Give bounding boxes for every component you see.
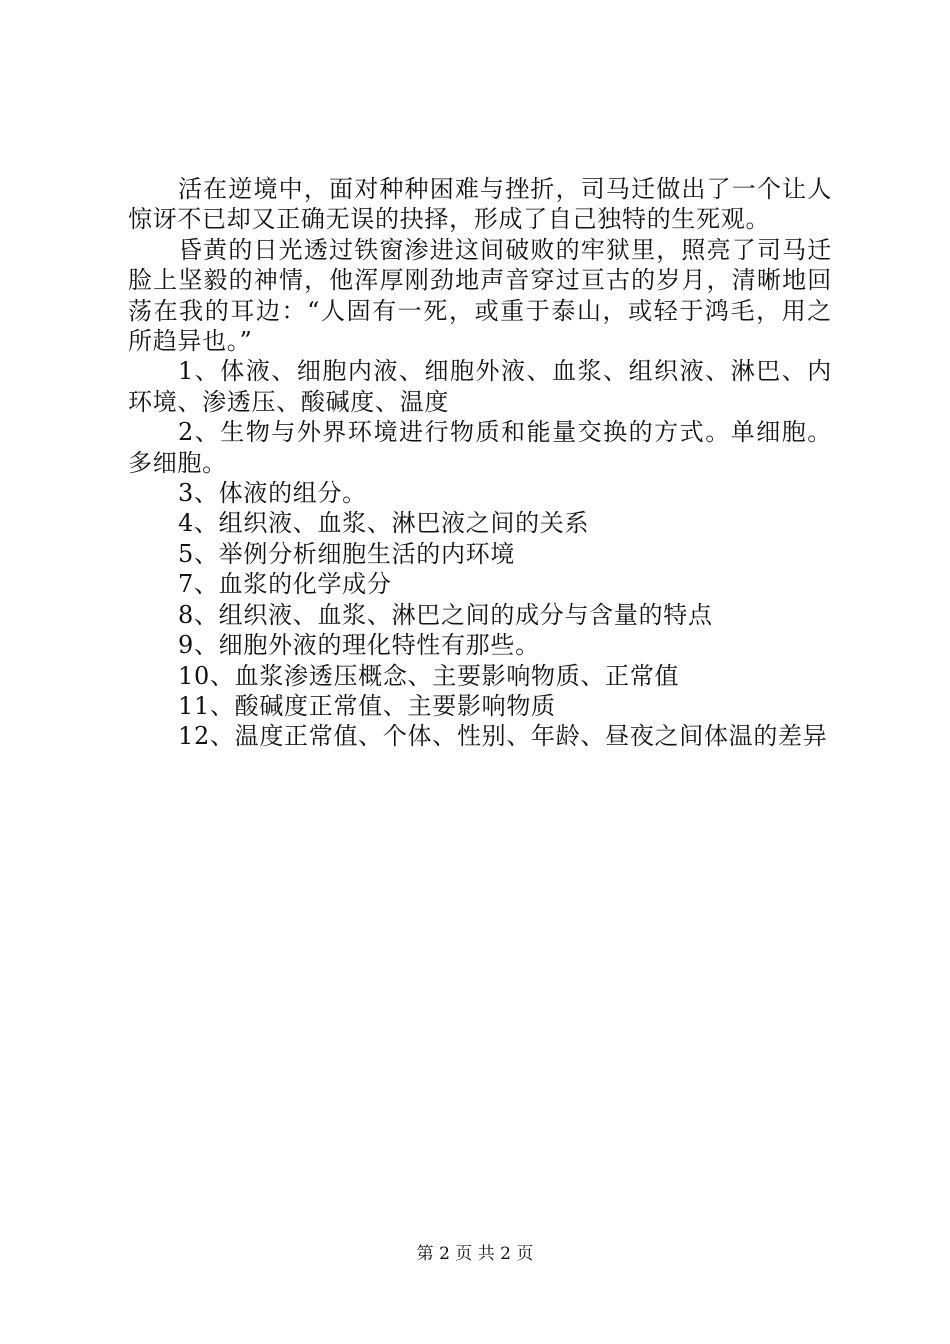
list-item: 10、血浆渗透压概念、主要影响物质、正常值 [178,661,680,690]
paragraph-1: 活在逆境中，面对种种困难与挫折，司马迁做出了一个让人惊讶不已却又正确无误的抉择，形成了自己独特的生死观。 [128,175,832,234]
document-body [128,174,832,752]
list-item: 2、生物与外界环境进行物质和能量交换的方式。单细胞。多细胞。 [128,418,832,477]
list-item: 11、酸碱度正常值、主要影响物质 [178,691,556,720]
list-item: 3、体液的组分。 [178,479,367,508]
list-item: 4、组织液、血浆、淋巴液之间的关系 [178,509,590,538]
list-item: 7、血浆的化学成分 [178,570,392,599]
page-footer [0,1243,950,1265]
paragraph-2: 昏黄的日光透过铁窗渗进这间破败的牢狱里，照亮了司马迁脸上坚毅的神情，他浑厚刚劲地声音穿过亘古的岁月，清晰地回荡在我的耳边：“人固有一死，或重于泰山，或轻于鸿毛，用之所趋异也。” [128,235,832,356]
list-item: 1、体液、细胞内液、细胞外液、血浆、组织液、淋巴、内环境、渗透压、酸碱度、温度 [128,357,832,416]
list-item: 8、组织液、血浆、淋巴之间的成分与含量的特点 [178,600,713,629]
list-item: 12、温度正常值、个体、性别、年龄、昼夜之间体温的差异 [178,722,828,751]
page-number: 第 2 页 共 2 页 [416,1244,534,1264]
list-item: 5、举例分析细胞生活的内环境 [178,539,516,568]
list-item: 9、细胞外液的理化特性有那些。 [178,631,540,660]
